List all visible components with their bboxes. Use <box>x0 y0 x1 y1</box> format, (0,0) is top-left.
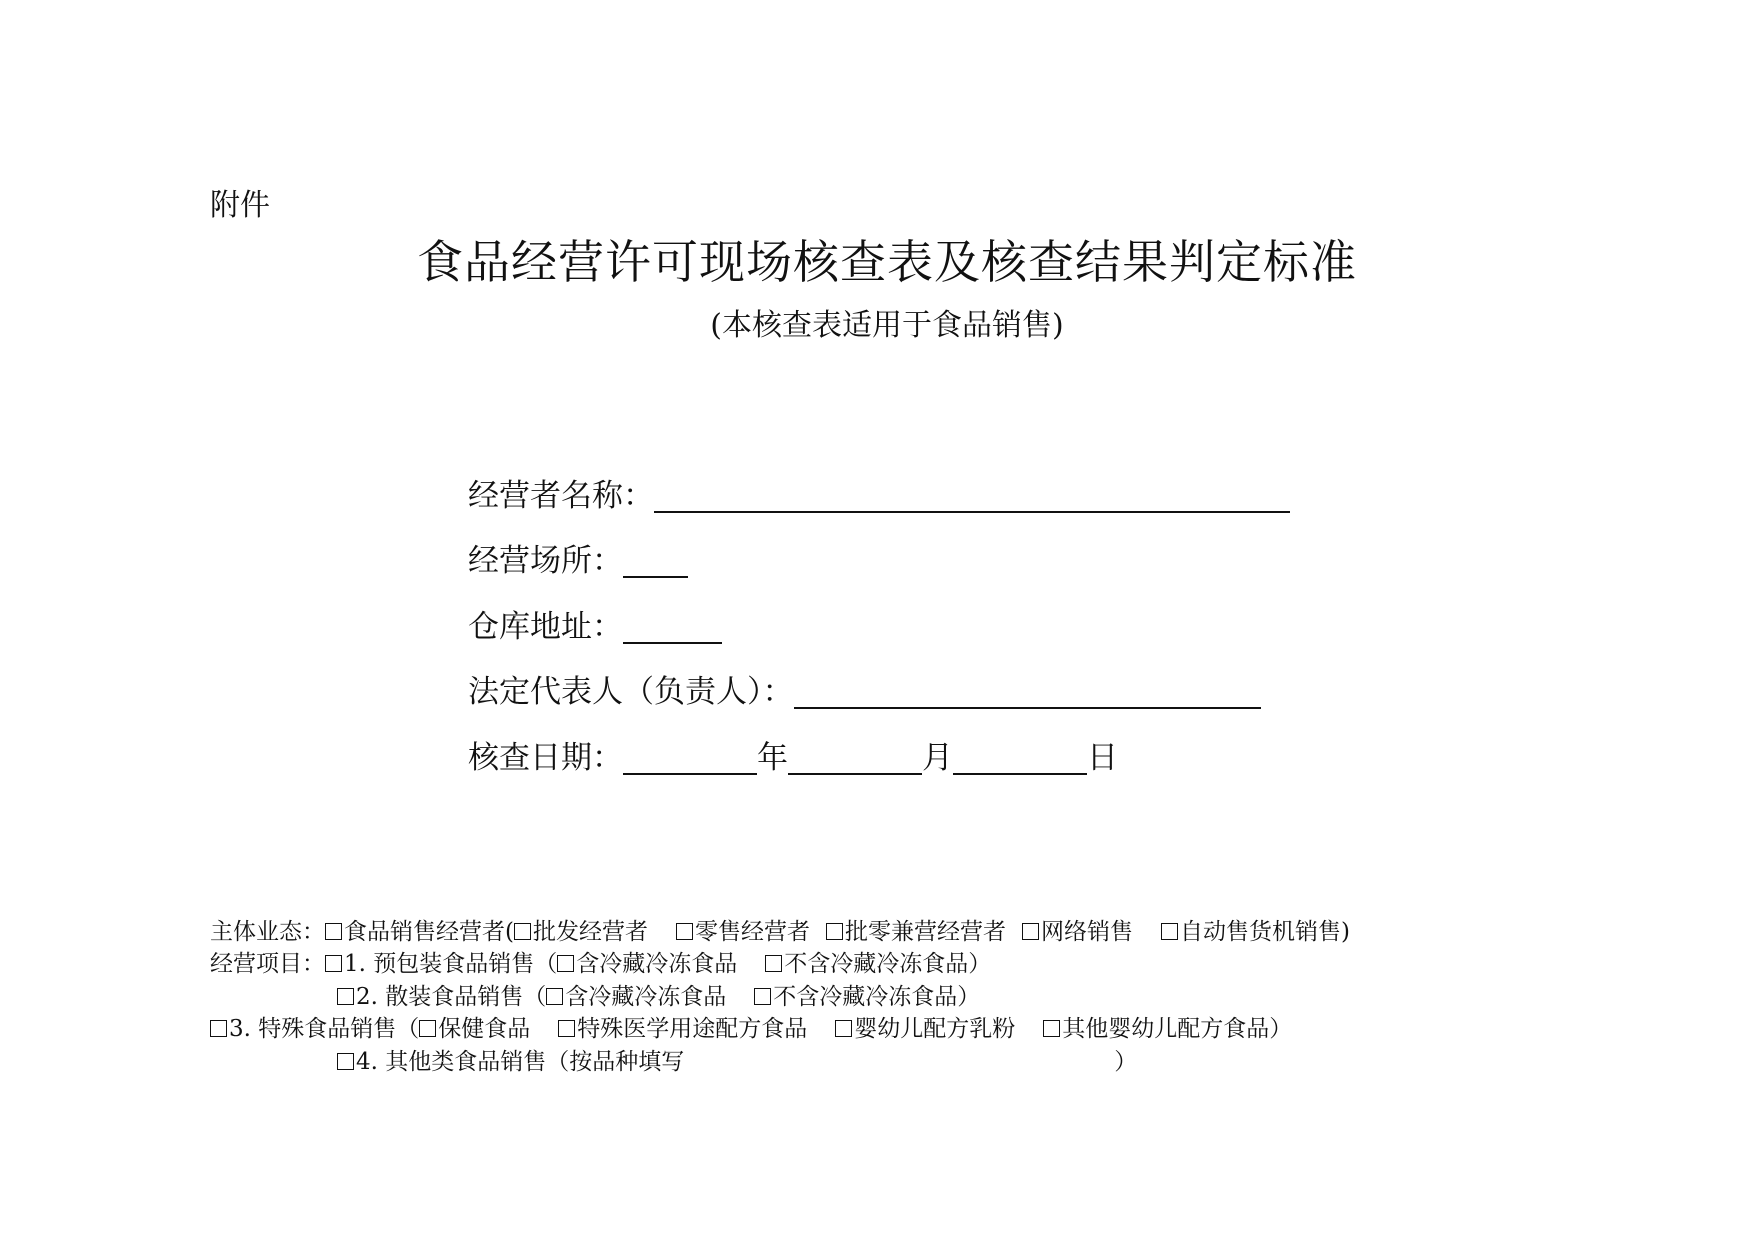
item-3-option-other-infant: 其他婴幼儿配方食品） <box>1062 1016 1293 1042</box>
checkbox-online-sales[interactable] <box>1022 923 1039 940</box>
checkbox-item-1-no-cold[interactable] <box>765 955 782 972</box>
business-place-input[interactable] <box>623 546 688 578</box>
option-wholesale: 批发经营者 <box>532 919 648 945</box>
item-1-label: 1. 预包装食品销售（ <box>344 951 558 977</box>
business-item-2-row <box>337 981 980 1013</box>
item-4-close: ） <box>1114 1049 1138 1075</box>
checkbox-item-1[interactable] <box>325 955 342 972</box>
month-unit: 月 <box>922 740 953 776</box>
item-2-option-cold: 含冷藏冷冻食品 <box>565 984 727 1010</box>
operator-name-input[interactable] <box>654 481 1290 513</box>
warehouse-address-field <box>468 601 722 646</box>
checkbox-infant-milk[interactable] <box>835 1020 852 1037</box>
checkbox-vending-machine[interactable] <box>1161 923 1178 940</box>
checkbox-wholesale-retail[interactable] <box>826 923 843 940</box>
item-2-label: 2. 散装食品销售（ <box>356 984 547 1010</box>
day-unit: 日 <box>1087 740 1118 776</box>
check-day-input[interactable] <box>953 743 1087 775</box>
checkbox-item-3[interactable] <box>210 1020 227 1037</box>
item-3-option-health-food: 保健食品 <box>438 1016 531 1042</box>
option-vending-machine: 自动售货机销售) <box>1179 919 1350 945</box>
check-date-label: 核查日期： <box>468 740 623 776</box>
business-item-1-row <box>210 948 991 980</box>
checkbox-health-food[interactable] <box>419 1020 436 1037</box>
checkbox-other-infant-formula[interactable] <box>1043 1020 1060 1037</box>
item-3-label: 3. 特殊食品销售（ <box>229 1016 420 1042</box>
business-items-label: 经营项目： <box>210 951 325 977</box>
item-3-option-medical-formula: 特殊医学用途配方食品 <box>577 1016 808 1042</box>
checkbox-wholesale[interactable] <box>514 923 531 940</box>
item-4-label: 4. 其他类食品销售（按品种填写 <box>356 1049 685 1075</box>
warehouse-address-label: 仓库地址： <box>468 609 623 645</box>
checkbox-item-2-no-cold[interactable] <box>754 988 771 1005</box>
item-1-option-cold: 含冷藏冷冻食品 <box>576 951 738 977</box>
business-place-field <box>468 535 688 580</box>
checkbox-item-2-cold[interactable] <box>546 988 563 1005</box>
check-month-input[interactable] <box>788 743 922 775</box>
item-2-option-no-cold: 不含冷藏冷冻食品） <box>773 984 981 1010</box>
option-wholesale-retail: 批零兼营经营者 <box>844 919 1006 945</box>
checkbox-retail[interactable] <box>676 923 693 940</box>
check-date-field <box>468 732 1118 777</box>
option-retail: 零售经营者 <box>694 919 810 945</box>
legal-rep-field <box>468 666 1261 711</box>
checkbox-item-1-cold[interactable] <box>557 955 574 972</box>
operator-name-field <box>468 470 1290 515</box>
warehouse-address-input[interactable] <box>623 612 722 644</box>
operator-name-label: 经营者名称： <box>468 478 654 514</box>
check-year-input[interactable] <box>623 743 757 775</box>
page-title: 食品经营许可现场核查表及核查结果判定标准 <box>417 235 1357 289</box>
year-unit: 年 <box>757 740 788 776</box>
business-place-label: 经营场所： <box>468 543 623 579</box>
checkbox-food-sales-operator[interactable] <box>325 923 342 940</box>
business-form-row <box>210 916 1350 948</box>
business-item-3-row <box>210 1013 1292 1045</box>
checkbox-item-4[interactable] <box>337 1053 354 1070</box>
item-1-option-no-cold: 不含冷藏冷冻食品） <box>784 951 992 977</box>
business-form-main: 食品销售经营者( <box>344 919 514 945</box>
business-item-4-row <box>337 1046 1137 1078</box>
option-online-sales: 网络销售 <box>1040 919 1133 945</box>
item-3-option-infant-milk: 婴幼儿配方乳粉 <box>854 1016 1016 1042</box>
checkbox-item-2[interactable] <box>337 988 354 1005</box>
business-form-label: 主体业态： <box>210 919 325 945</box>
attachment-label: 附件 <box>210 188 270 223</box>
legal-rep-input[interactable] <box>794 677 1261 709</box>
page-subtitle: (本核查表适用于食品销售) <box>710 308 1064 343</box>
legal-rep-label: 法定代表人（负责人）： <box>468 674 794 710</box>
checkbox-medical-formula[interactable] <box>558 1020 575 1037</box>
